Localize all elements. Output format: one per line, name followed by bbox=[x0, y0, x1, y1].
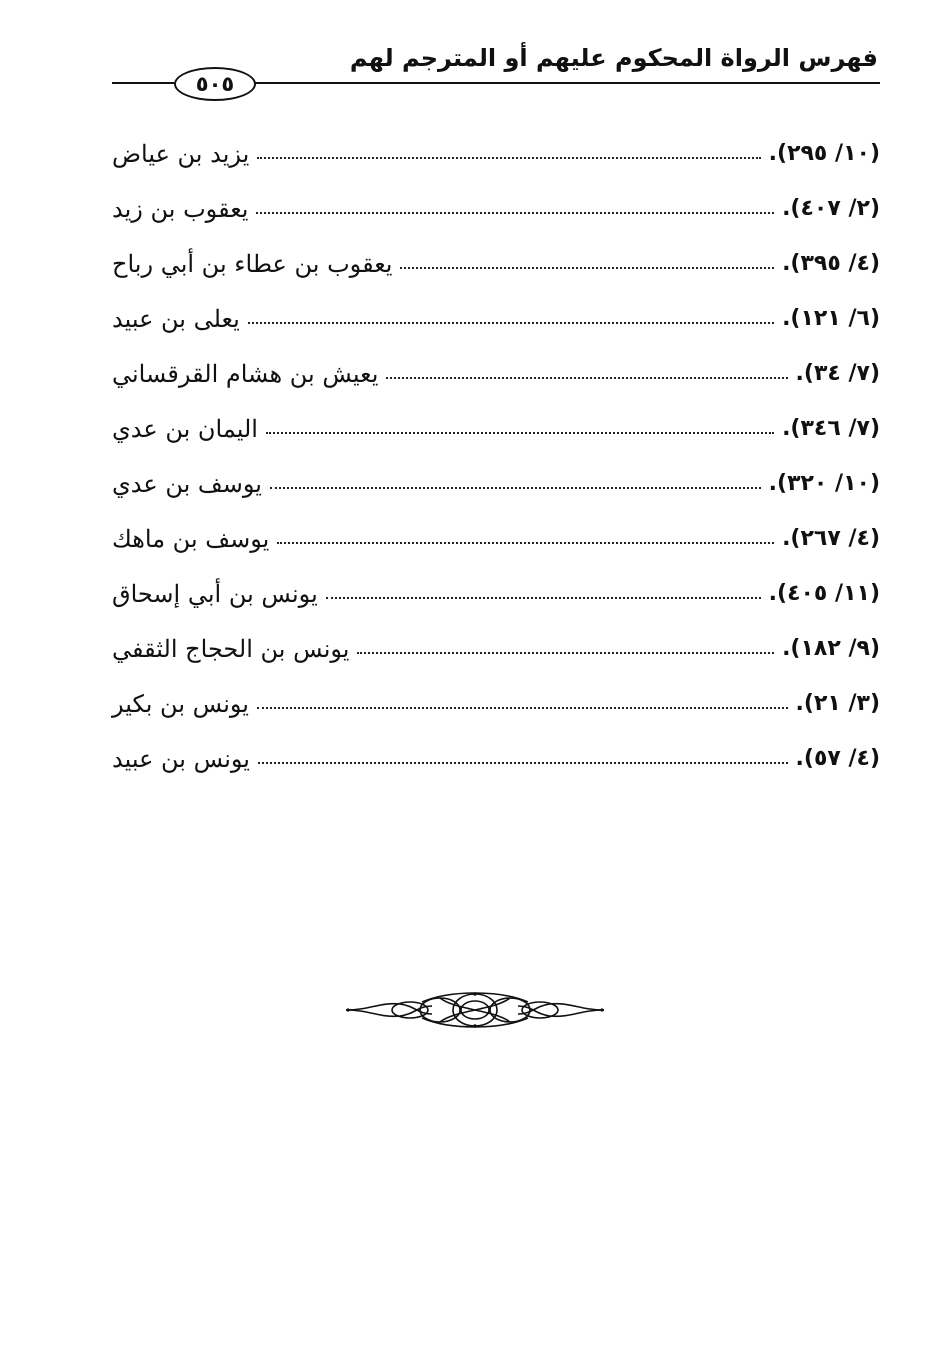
index-entry bbox=[112, 126, 880, 181]
dot-leader bbox=[326, 597, 761, 599]
index-entry bbox=[112, 621, 880, 676]
entry-reference: (٧/ ٣٤٦). bbox=[782, 416, 880, 441]
page-number: ٥٠٥ bbox=[174, 67, 256, 101]
entry-name: يوسف بن ماهك bbox=[112, 524, 270, 553]
entry-reference: (٢/ ٤٠٧). bbox=[782, 196, 880, 221]
dot-leader bbox=[248, 322, 774, 324]
narrator-index-list bbox=[112, 126, 880, 786]
index-entry bbox=[112, 181, 880, 236]
entry-name: يونس بن الحجاج الثقفي bbox=[112, 634, 350, 663]
decorative-flourish-icon bbox=[340, 988, 610, 1032]
entry-name: يعقوب بن زيد bbox=[112, 194, 249, 223]
page-header bbox=[112, 38, 880, 98]
dot-leader bbox=[357, 652, 774, 654]
entry-name: يوسف بن عدي bbox=[112, 469, 262, 498]
entry-reference: (٧/ ٣٤). bbox=[795, 361, 880, 386]
dot-leader bbox=[277, 542, 774, 544]
entry-reference: (٤/ ٥٧). bbox=[795, 746, 880, 771]
index-entry bbox=[112, 566, 880, 621]
entry-reference: (٣/ ٢١). bbox=[795, 691, 880, 716]
entry-name: يونس بن عبيد bbox=[112, 744, 250, 773]
dot-leader bbox=[256, 212, 774, 214]
dot-leader bbox=[257, 707, 788, 709]
entry-name: يونس بن أبي إسحاق bbox=[112, 579, 318, 608]
index-entry bbox=[112, 676, 880, 731]
dot-leader bbox=[386, 377, 787, 379]
index-entry bbox=[112, 346, 880, 401]
entry-name: يزيد بن عياض bbox=[112, 139, 250, 168]
entry-reference: (٤/ ٣٩٥). bbox=[782, 251, 880, 276]
dot-leader bbox=[258, 762, 788, 764]
entry-reference: (١١/ ٤٠٥). bbox=[768, 581, 880, 606]
dot-leader bbox=[400, 267, 774, 269]
entry-reference: (١٠/ ٢٩٥). bbox=[768, 141, 880, 166]
entry-reference: (٩/ ١٨٢). bbox=[782, 636, 880, 661]
entry-name: اليمان بن عدي bbox=[112, 414, 258, 443]
dot-leader bbox=[270, 487, 761, 489]
entry-reference: (٤/ ٢٦٧). bbox=[782, 526, 880, 551]
entry-name: يونس بن بكير bbox=[112, 689, 249, 718]
entry-reference: (٦/ ١٢١). bbox=[782, 306, 880, 331]
dot-leader bbox=[266, 432, 774, 434]
entry-name: يعيش بن هشام القرقساني bbox=[112, 359, 379, 388]
index-entry bbox=[112, 291, 880, 346]
entry-name: يعلى بن عبيد bbox=[112, 304, 240, 333]
index-entry bbox=[112, 456, 880, 511]
entry-name: يعقوب بن عطاء بن أبي رباح bbox=[112, 249, 393, 278]
running-title: فهرس الرواة المحكوم عليهم أو المترجم لهم bbox=[349, 44, 878, 72]
index-entry bbox=[112, 401, 880, 456]
dot-leader bbox=[257, 157, 760, 159]
entry-reference: (١٠/ ٣٢٠). bbox=[768, 471, 880, 496]
index-entry bbox=[112, 236, 880, 291]
index-entry bbox=[112, 511, 880, 566]
index-entry bbox=[112, 731, 880, 786]
